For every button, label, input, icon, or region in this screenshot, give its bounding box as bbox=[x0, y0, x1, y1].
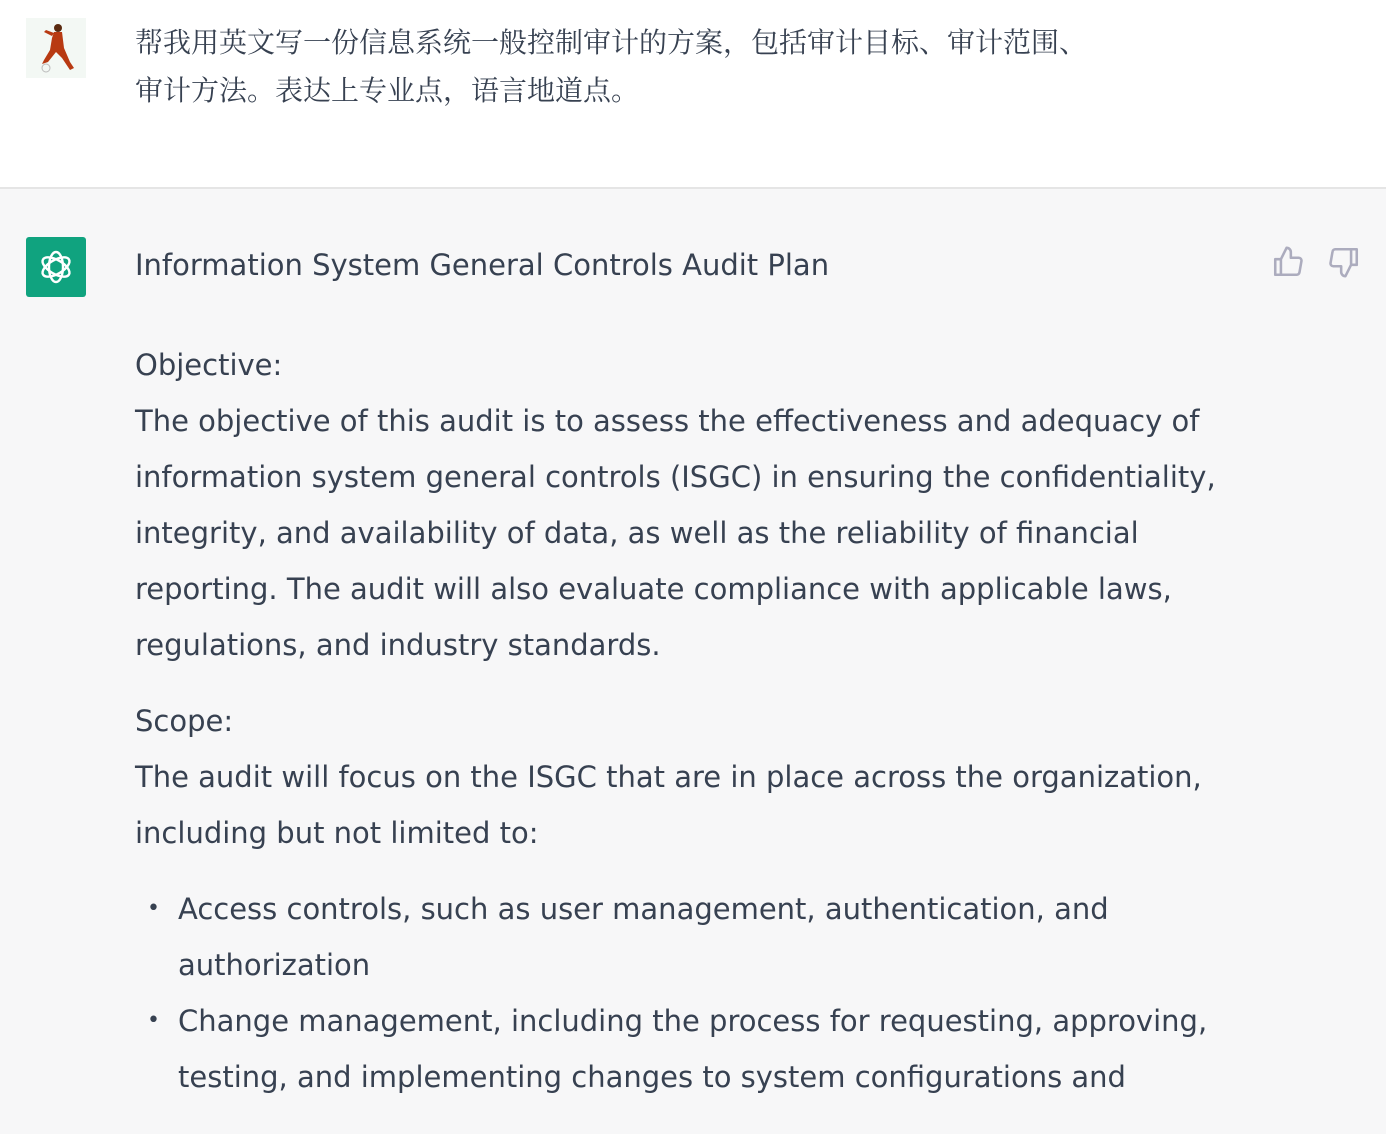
list-item bbox=[135, 993, 1216, 1105]
response-title: Information System General Controls Audit Plan bbox=[135, 248, 830, 282]
objective-paragraph bbox=[135, 393, 1216, 673]
user-message-row bbox=[0, 0, 1386, 189]
paragraph-line: information system general controls (ISGC) in ensuring the confidentiality, bbox=[135, 460, 1216, 494]
user-message-line: 帮我用英文写一份信息系统一般控制审计的方案，包括审计目标、审计范围、 bbox=[135, 26, 1088, 59]
list-item-line: testing, and implementing changes to system configurations and bbox=[178, 1060, 1126, 1094]
paragraph-line: The objective of this audit is to assess the effectiveness and adequacy of bbox=[135, 404, 1200, 438]
user-avatar bbox=[26, 18, 86, 78]
list-item-line: authorization bbox=[178, 948, 371, 982]
paragraph-line: The audit will focus on the ISGC that are in place across the organization, bbox=[135, 760, 1202, 794]
paragraph-line: including but not limited to: bbox=[135, 816, 539, 850]
bullet-icon: • bbox=[147, 1008, 160, 1033]
chatgpt-logo-icon bbox=[26, 237, 86, 297]
objective-heading: Objective: bbox=[135, 348, 283, 382]
thumbs-up-button[interactable] bbox=[1271, 245, 1305, 279]
paragraph-line: integrity, and availability of data, as well as the reliability of financial bbox=[135, 516, 1139, 550]
list-item-line: Access controls, such as user management, authentication, and bbox=[178, 892, 1109, 926]
assistant-message-content bbox=[135, 241, 1216, 1105]
list-item-line: Change management, including the process for requesting, approving, bbox=[178, 1004, 1208, 1038]
list-item bbox=[135, 881, 1216, 993]
user-message-line: 审计方法。表达上专业点，语言地道点。 bbox=[135, 74, 640, 107]
scope-heading: Scope: bbox=[135, 704, 234, 738]
paragraph-line: regulations, and industry standards. bbox=[135, 628, 661, 662]
thumbs-down-icon bbox=[1327, 245, 1361, 279]
scope-paragraph bbox=[135, 749, 1216, 861]
thumbs-down-button[interactable] bbox=[1327, 245, 1361, 279]
user-message-text bbox=[135, 19, 1087, 115]
assistant-message-row bbox=[0, 189, 1386, 1134]
thumbs-up-icon bbox=[1271, 245, 1305, 279]
paragraph-line: reporting. The audit will also evaluate compliance with applicable laws, bbox=[135, 572, 1172, 606]
bullet-icon: • bbox=[147, 896, 160, 921]
scope-list bbox=[135, 881, 1216, 1105]
